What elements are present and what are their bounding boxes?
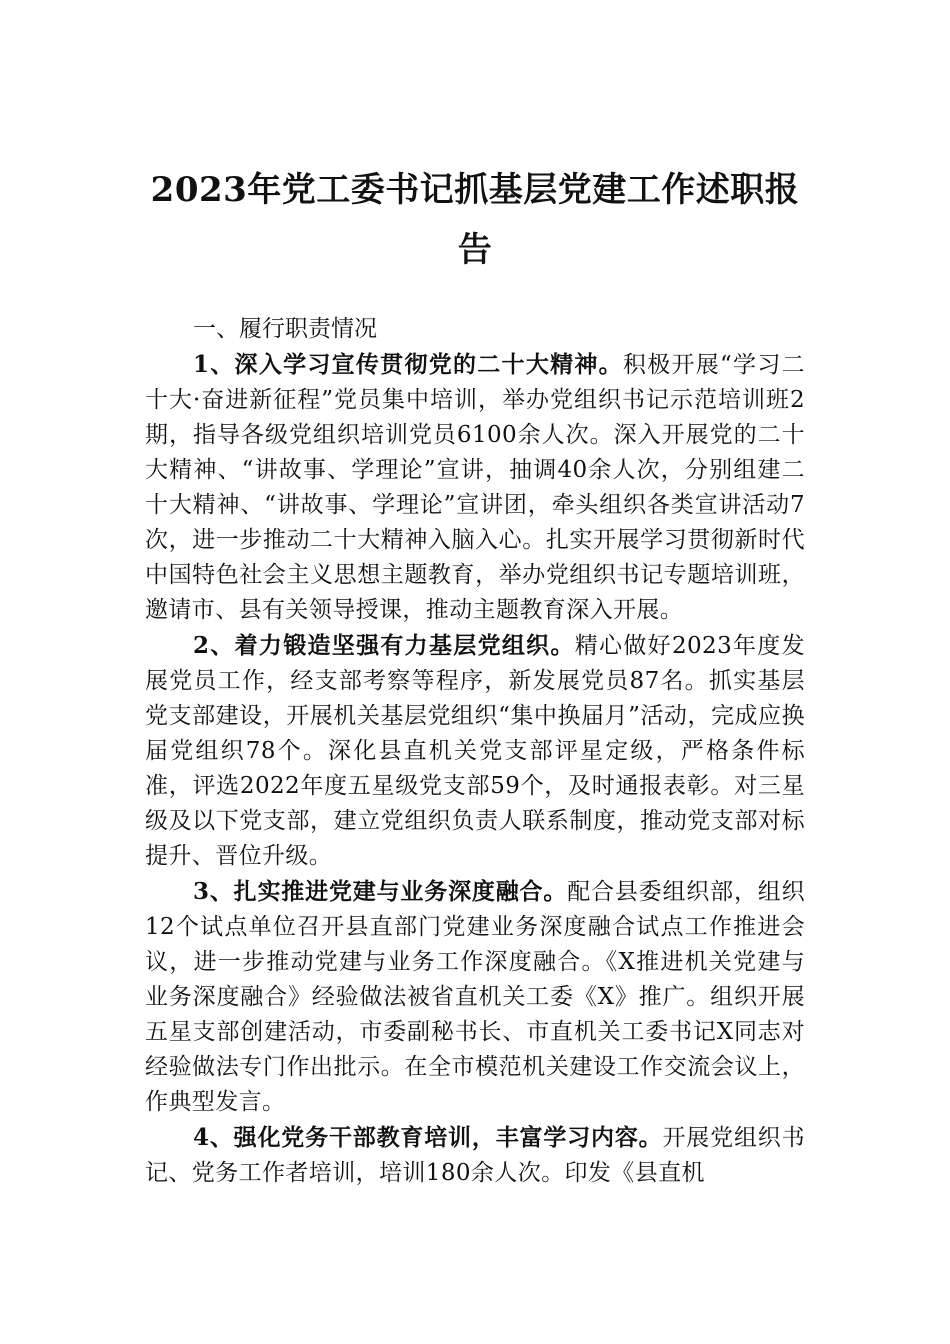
paragraph-2-lead: 2、着力锻造坚强有力基层党组织。: [193, 632, 575, 659]
paragraph-1-body: 积极开展“学习二十大·奋进新征程”党员集中培训，举办党组织书记示范培训班2期，指导各级党组织培训党员6100余人次。深入开展党的二十大精神、“讲故事、学理论”宣讲，抽调40余人次，分别组建二十大精神、“讲故事、学理论”宣讲团，牵头组织各类宣讲活动7次，进一步推动二十大精神入脑入心。扎实开展学习贯彻新时代中国特色社会主义思想主题教育，举办党组织书记专题培训班，邀请市、县有关领导授课，推动主题教育深入开展。: [145, 352, 805, 623]
paragraph-3: [145, 874, 805, 1120]
paragraph-3-lead: 3、扎实推进党建与业务深度融合。: [193, 878, 568, 905]
paragraph-3-body: 配合县委组织部，组织12个试点单位召开县直部门党建业务深度融合试点工作推进会议，进一步推动党建与业务工作深度融合。《X推进机关党建与业务深度融合》经验做法被省直机关工委《X》推广。组织开展五星支部创建活动，市委副秘书长、市直机关工委书记X同志对经验做法专门作出批示。在全市模范机关建设工作交流会议上，作典型发言。: [145, 879, 806, 1115]
paragraph-1-lead: 1、深入学习宣传贯彻党的二十大精神。: [193, 351, 623, 378]
document-page: [145, 160, 805, 1191]
paragraph-1: [145, 347, 805, 628]
paragraph-2: [145, 628, 805, 874]
paragraph-4: [145, 1120, 805, 1191]
section-heading: 一、履行职责情况: [193, 316, 377, 342]
document-title: 2023年党工委书记抓基层党建工作述职报告: [150, 170, 800, 270]
paragraph-2-body: 精心做好2023年度发展党员工作，经支部考察等程序，新发展党员87名。抓实基层党支部建设，开展机关基层党组织“集中换届月”活动，完成应换届党组织78个。深化县直机关党支部评星定级，严格条件标准，评选2022年度五星级党支部59个，及时通报表彰。对三星级及以下党支部，建立党组织负责人联系制度，推动党支部对标提升、晋位升级。: [145, 633, 806, 869]
paragraph-4-body: 开展党组织书记、党务工作者培训，培训180余人次。印发《县直机: [145, 1125, 805, 1186]
paragraph-4-lead: 4、强化党务干部教育培训，丰富学习内容。: [193, 1124, 663, 1151]
